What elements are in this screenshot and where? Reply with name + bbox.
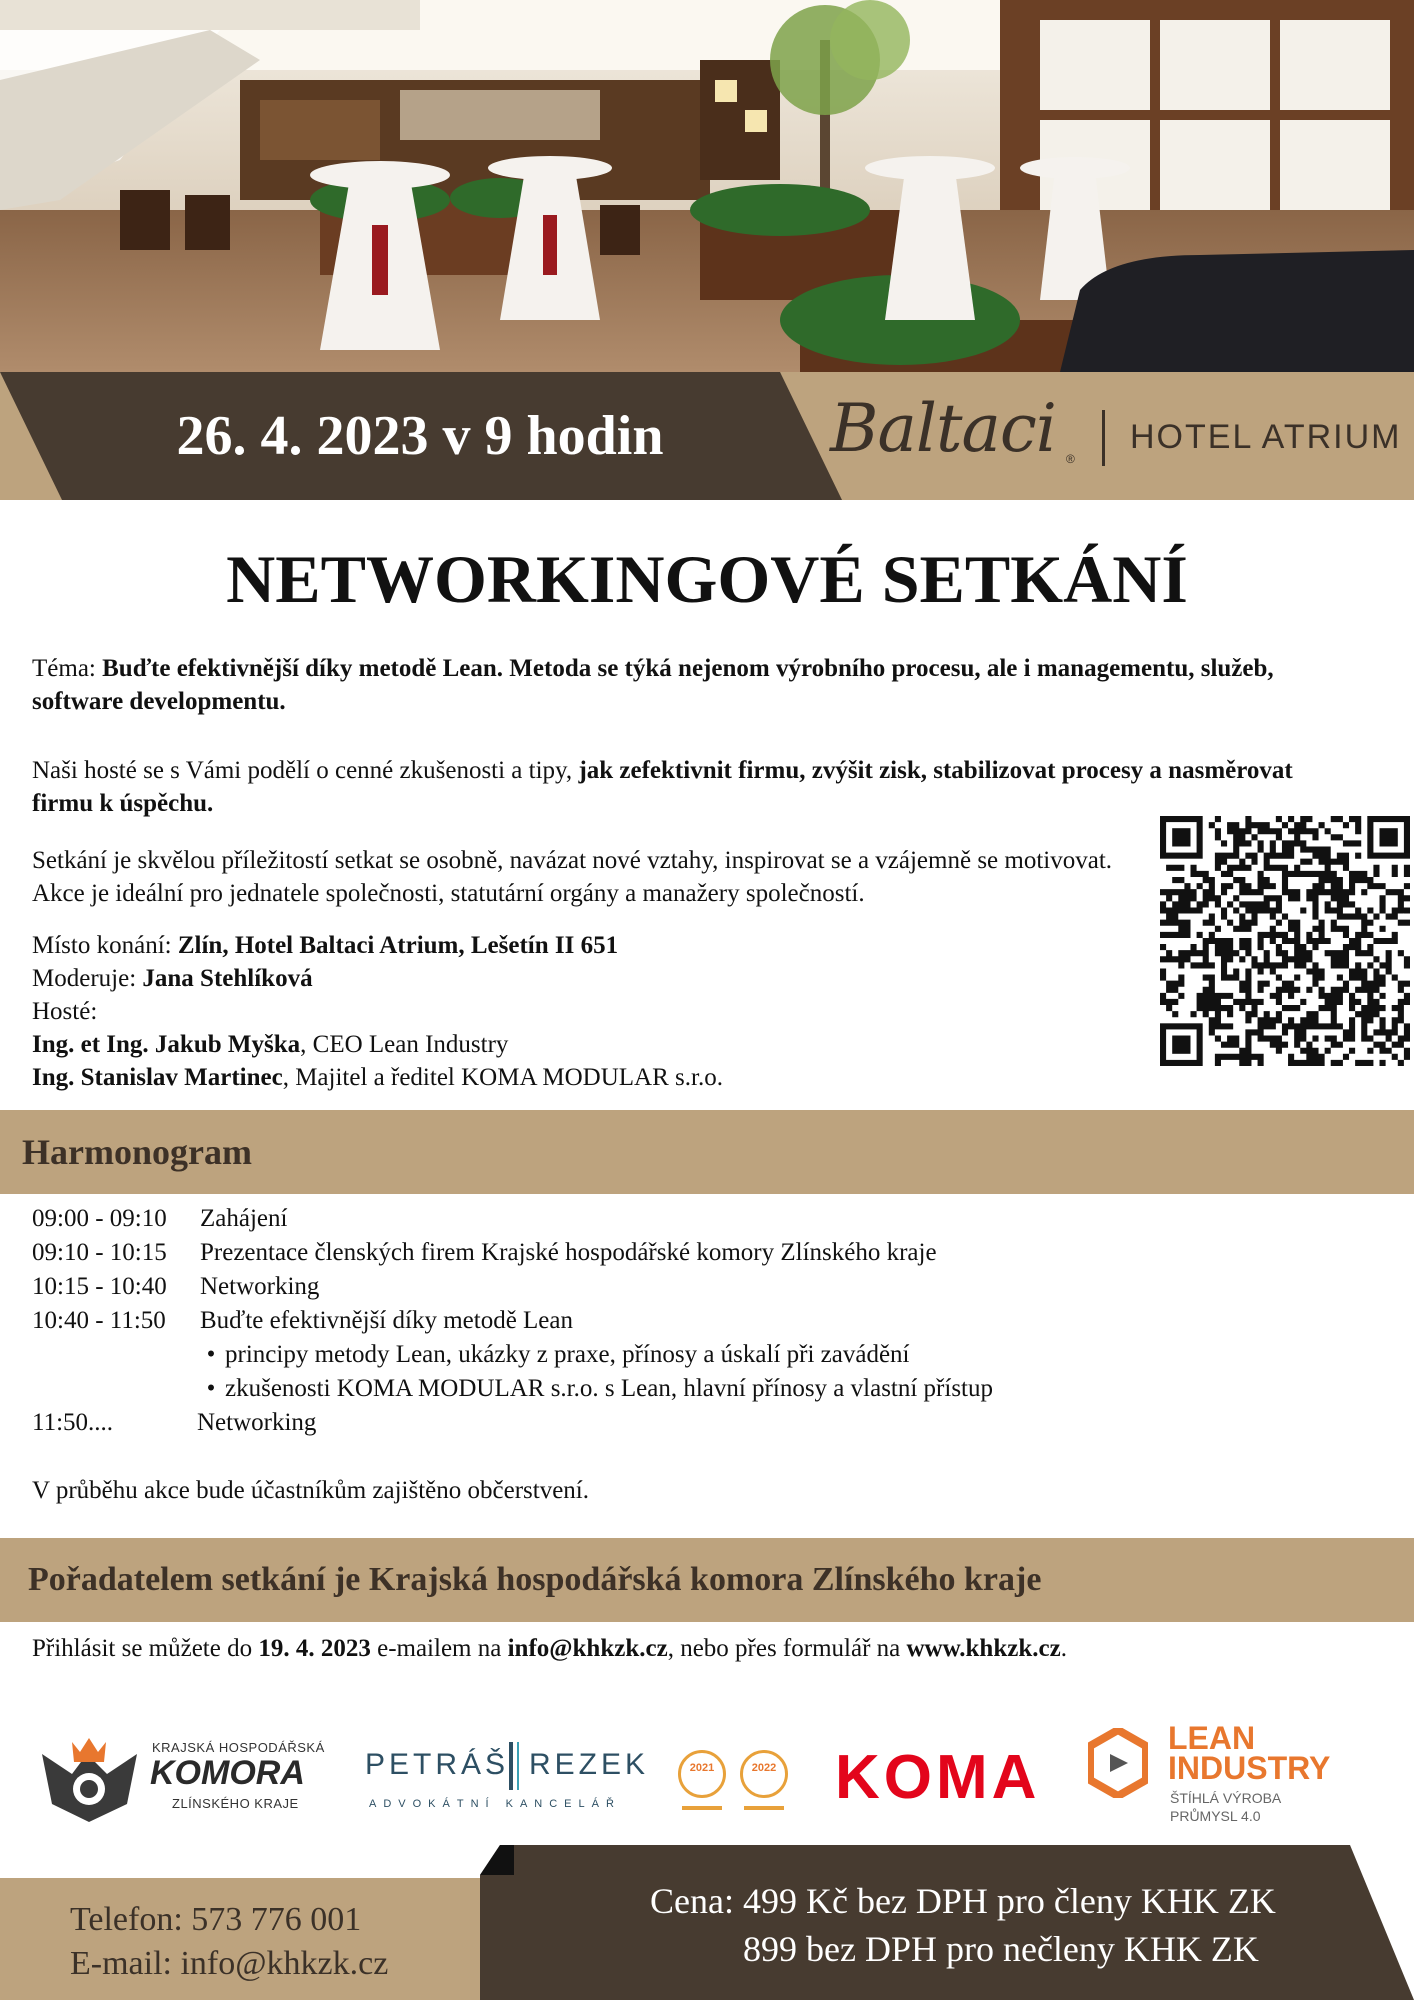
bullet-dot-icon: • bbox=[206, 1375, 216, 1402]
award-base bbox=[682, 1806, 722, 1810]
schedule-time: 09:00 - 09:10 bbox=[32, 1205, 167, 1232]
award-badge-2022 bbox=[740, 1750, 788, 1810]
schedule-bullet-text: zkušenosti KOMA MODULAR s.r.o. s Lean, hlavní přínosy a vlastní přístup bbox=[225, 1375, 994, 1402]
guests-intro-text: Naši hosté se s Vámi podělí o cenné zkušenosti a tipy, bbox=[32, 757, 579, 784]
award-year: 2022 bbox=[751, 1762, 777, 1774]
organizer-heading: Pořadatelem setkání je Krajská hospodářská komora Zlínského kraje bbox=[28, 1561, 1042, 1598]
guest-2-role: , Majitel a ředitel KOMA MODULAR s.r.o. bbox=[282, 1064, 723, 1091]
guests-paragraph bbox=[32, 754, 1342, 820]
schedule-item: Networking bbox=[197, 1409, 317, 1436]
schedule-row bbox=[32, 1304, 993, 1338]
schedule-item: Prezentace členských firem Krajské hospodářské komory Zlínského kraje bbox=[200, 1239, 937, 1266]
lean-industry-logo bbox=[1088, 1720, 1408, 1838]
footer-email[interactable]: E-mail: info@khkzk.cz bbox=[70, 1945, 389, 1982]
event-details bbox=[32, 929, 1132, 1094]
award-laurel-icon bbox=[740, 1750, 788, 1798]
khk-logo bbox=[32, 1730, 332, 1830]
footer-contact bbox=[70, 1898, 388, 1986]
qr-finder-pattern bbox=[1172, 828, 1190, 846]
qr-finder-pattern bbox=[1172, 1036, 1190, 1054]
registration-text: e-mailem na bbox=[370, 1635, 508, 1662]
footer-phone: Telefon: 573 776 001 bbox=[70, 1901, 362, 1938]
registration-deadline: 19. 4. 2023 bbox=[258, 1635, 371, 1662]
khk-lion-emblem-icon bbox=[32, 1734, 147, 1824]
venue-value: Zlín, Hotel Baltaci Atrium, Lešetín II 651 bbox=[177, 932, 619, 959]
petras-logo-divider bbox=[509, 1742, 513, 1790]
petras-logo-divider-accent bbox=[517, 1742, 519, 1790]
moderator-line bbox=[32, 962, 1132, 995]
footer-corner-accent bbox=[480, 1845, 514, 1875]
schedule-item: Buďte efektivnější díky metodě Lean bbox=[200, 1307, 573, 1334]
topic-text: Buďte efektivnější díky metodě Lean. Metoda se týká nejenom výrobního procesu, ale i managementu, služeb, software developmentu. bbox=[32, 655, 1274, 715]
award-laurel-icon bbox=[678, 1750, 726, 1798]
schedule-bullet bbox=[32, 1372, 993, 1406]
registration-text: , nebo přes formulář na bbox=[667, 1635, 907, 1662]
guest-2-name: Ing. Stanislav Martinec bbox=[32, 1064, 283, 1091]
partner-logos bbox=[0, 1720, 1414, 1840]
event-title: NETWORKINGOVÉ SETKÁNÍ bbox=[226, 541, 1188, 617]
price-members: Cena: 499 Kč bez DPH pro členy KHK ZK bbox=[650, 1881, 1276, 1921]
refreshments-note: V průběhu akce bude účastníkům zajištěno občerstvení. bbox=[32, 1477, 590, 1504]
registration-email-link[interactable]: info@khkzk.cz bbox=[507, 1635, 668, 1662]
hero-photo bbox=[0, 0, 1414, 372]
guest-1-name: Ing. et Ing. Jakub Myška bbox=[32, 1031, 301, 1058]
registration-text: Přihlásit se můžete do bbox=[32, 1635, 259, 1662]
price-nonmembers: 899 bez DPH pro nečleny KHK ZK bbox=[743, 1929, 1259, 1969]
registration-text: . bbox=[1060, 1635, 1067, 1662]
lean-logo-line4: PRŮMYSL 4.0 bbox=[1170, 1808, 1261, 1824]
baltaci-logo-registered: ® bbox=[1066, 452, 1075, 466]
schedule-time: 11:50.... bbox=[32, 1409, 114, 1436]
schedule-item: Zahájení bbox=[200, 1205, 288, 1232]
petras-logo-right: REZEK bbox=[529, 1748, 650, 1781]
venue-label: Místo konání: bbox=[32, 932, 178, 959]
khk-logo-line2: KOMORA bbox=[150, 1754, 305, 1792]
schedule-heading-band bbox=[0, 1110, 1414, 1194]
schedule-bullet bbox=[32, 1338, 993, 1372]
schedule-row bbox=[32, 1236, 993, 1270]
schedule-item: Networking bbox=[200, 1273, 320, 1300]
registration-qr-code[interactable] bbox=[1160, 816, 1410, 1066]
lean-logo-line2: INDUSTRY bbox=[1168, 1750, 1331, 1786]
schedule-time: 10:40 - 11:50 bbox=[32, 1307, 166, 1334]
schedule-row bbox=[32, 1270, 993, 1304]
khk-logo-line3: ZLÍNSKÉHO KRAJE bbox=[172, 1796, 299, 1811]
petras-rezek-logo bbox=[365, 1742, 655, 1822]
baltaci-logo: Baltaci bbox=[830, 390, 1056, 467]
logo-divider bbox=[1102, 410, 1105, 466]
schedule-bullet-text: principy metody Lean, ukázky z praxe, přínosy a úskalí při zavádění bbox=[225, 1341, 910, 1368]
footer-price bbox=[560, 1877, 1360, 1973]
qr-finder-pattern bbox=[1380, 828, 1398, 846]
guest-line-1 bbox=[32, 1028, 1132, 1061]
schedule-row bbox=[32, 1202, 993, 1236]
lean-hexagon-icon bbox=[1088, 1728, 1148, 1798]
moderator-value: Jana Stehlíková bbox=[142, 965, 313, 992]
award-year: 2021 bbox=[689, 1762, 715, 1774]
award-badge-2021 bbox=[678, 1750, 726, 1810]
petras-logo-left: PETRÁŠ bbox=[365, 1748, 510, 1781]
lean-logo-line1: LEAN bbox=[1168, 1720, 1256, 1756]
guests-highlight-text: jak zefektivnit firmu, zvýšit zisk, stabilizovat procesy a nasměrovat firmu k úspěchu. bbox=[32, 757, 1293, 817]
meeting-paragraph: Setkání je skvělou příležitostí setkat se osobně, navázat nové vztahy, inspirovat se a vzájemně se motivovat. Akce je ideální pro jednatele společnosti, statutární orgány a manažery společností. bbox=[32, 847, 1113, 907]
khk-logo-line1: KRAJSKÁ HOSPODÁŘSKÁ bbox=[152, 1740, 325, 1755]
guests-label: Hosté: bbox=[32, 998, 98, 1025]
registration-info bbox=[32, 1632, 1392, 1665]
hotel-atrium-logo: HOTEL ATRIUM bbox=[1130, 418, 1402, 456]
lean-logo-line3: ŠTÍHLÁ VÝROBA bbox=[1170, 1790, 1282, 1806]
schedule-row bbox=[32, 1406, 993, 1440]
topic-paragraph bbox=[32, 652, 1362, 718]
moderator-label: Moderuje: bbox=[32, 965, 143, 992]
petras-logo-subtitle: ADVOKÁTNÍ KANCELÁŘ bbox=[369, 1798, 621, 1810]
bullet-dot-icon: • bbox=[206, 1341, 216, 1368]
koma-logo: KOMA bbox=[835, 1743, 1041, 1812]
guest-1-role: , CEO Lean Industry bbox=[300, 1031, 509, 1058]
venue-line bbox=[32, 929, 1132, 962]
organizer-band bbox=[0, 1538, 1414, 1622]
schedule-heading: Harmonogram bbox=[22, 1132, 252, 1172]
award-base bbox=[744, 1806, 784, 1810]
event-date-time: 26. 4. 2023 v 9 hodin bbox=[176, 405, 664, 467]
schedule-list bbox=[32, 1202, 993, 1508]
guest-line-2 bbox=[32, 1061, 1132, 1094]
schedule-time: 10:15 - 10:40 bbox=[32, 1273, 167, 1300]
topic-label: Téma: bbox=[32, 655, 103, 682]
registration-web-link[interactable]: www.khkzk.cz bbox=[906, 1635, 1061, 1662]
schedule-time: 09:10 - 10:15 bbox=[32, 1239, 167, 1266]
